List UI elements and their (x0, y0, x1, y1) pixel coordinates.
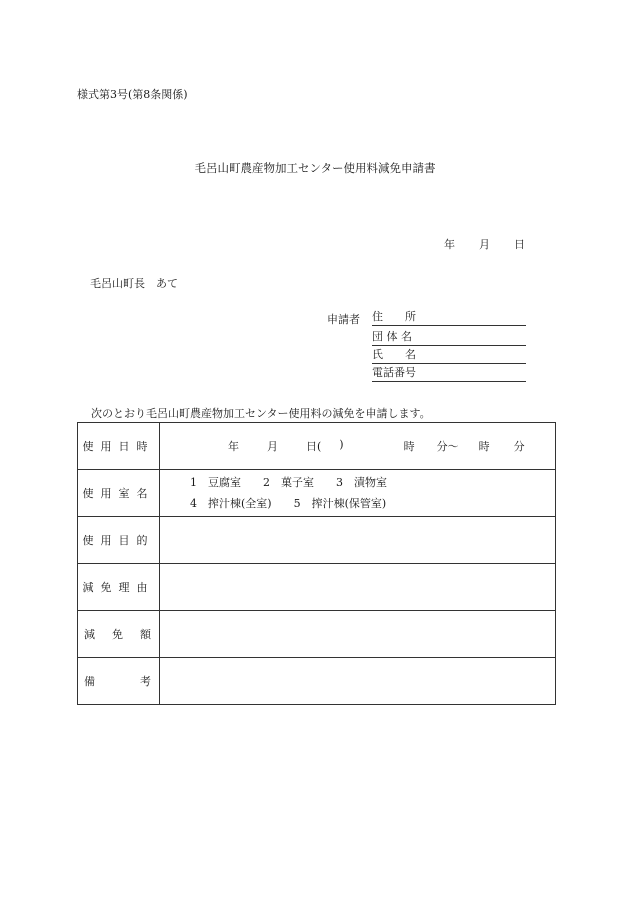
room-name-label: 使用室名 (78, 470, 160, 517)
date-line (444, 236, 525, 252)
phone-number-field[interactable]: 電話番号 (372, 366, 526, 382)
form-number: 様式第3号(第8条関係) (77, 88, 188, 101)
table-row (78, 564, 556, 611)
date-year: 年 (444, 238, 455, 251)
usage-datetime-label: 使用日時 (78, 423, 160, 470)
exemption-amount-label-1: 減 (84, 628, 95, 641)
exemption-amount-label-3: 額 (140, 628, 151, 641)
table-row (78, 470, 556, 517)
remarks-label-2: 考 (140, 675, 151, 688)
dt-minute2: 分 (513, 440, 525, 453)
addressee: 毛呂山町長 あて (90, 277, 178, 290)
dt-month: 月 (267, 440, 278, 453)
intro-text: 次のとおり毛呂山町農産物加工センター使用料の減免を申請します。 (91, 407, 431, 420)
exemption-amount-label-2: 免 (112, 628, 123, 641)
applicant-label: 申請者 (327, 313, 360, 326)
exemption-reason-field[interactable] (160, 564, 556, 611)
usage-purpose-label: 使用目的 (78, 517, 160, 564)
exemption-reason-label: 減免理由 (78, 564, 160, 611)
room-option-juice-storage[interactable]: 5 搾汁棟(保管室) (293, 497, 387, 510)
date-day: 日 (514, 238, 525, 251)
document-title: 毛呂山町農産物加工センター使用料減免申請書 (194, 161, 436, 175)
remarks-field[interactable] (160, 658, 556, 705)
remarks-label (78, 658, 160, 705)
room-option-juice-all[interactable]: 4 搾汁棟(全室) (190, 497, 272, 510)
dt-day: 日( (306, 440, 322, 453)
usage-purpose-field[interactable] (160, 517, 556, 564)
dt-year: 年 (228, 440, 239, 453)
exemption-amount-field[interactable] (160, 611, 556, 658)
table-row (78, 658, 556, 705)
usage-datetime-field[interactable] (160, 423, 556, 470)
remarks-label-1: 備 (84, 675, 95, 688)
dt-paren-close: ) (339, 438, 344, 451)
dt-hour1: 時 (403, 440, 415, 453)
room-option-confectionery[interactable]: 2 菓子室 (263, 476, 314, 489)
organization-name-field[interactable]: 団 体 名 (372, 330, 526, 346)
table-row (78, 611, 556, 658)
date-month: 月 (479, 238, 490, 251)
room-option-tofu[interactable]: 1 豆腐室 (190, 476, 241, 489)
application-table (77, 422, 556, 705)
dt-hour2: 時 (478, 440, 490, 453)
address-field[interactable]: 住 所 (372, 310, 526, 326)
dt-minute1: 分〜 (436, 440, 459, 453)
exemption-amount-label (78, 611, 160, 658)
name-field[interactable]: 氏 名 (372, 348, 526, 364)
room-options[interactable] (160, 470, 556, 517)
table-row (78, 517, 556, 564)
table-row (78, 423, 556, 470)
room-option-pickles[interactable]: 3 漬物室 (336, 476, 387, 489)
